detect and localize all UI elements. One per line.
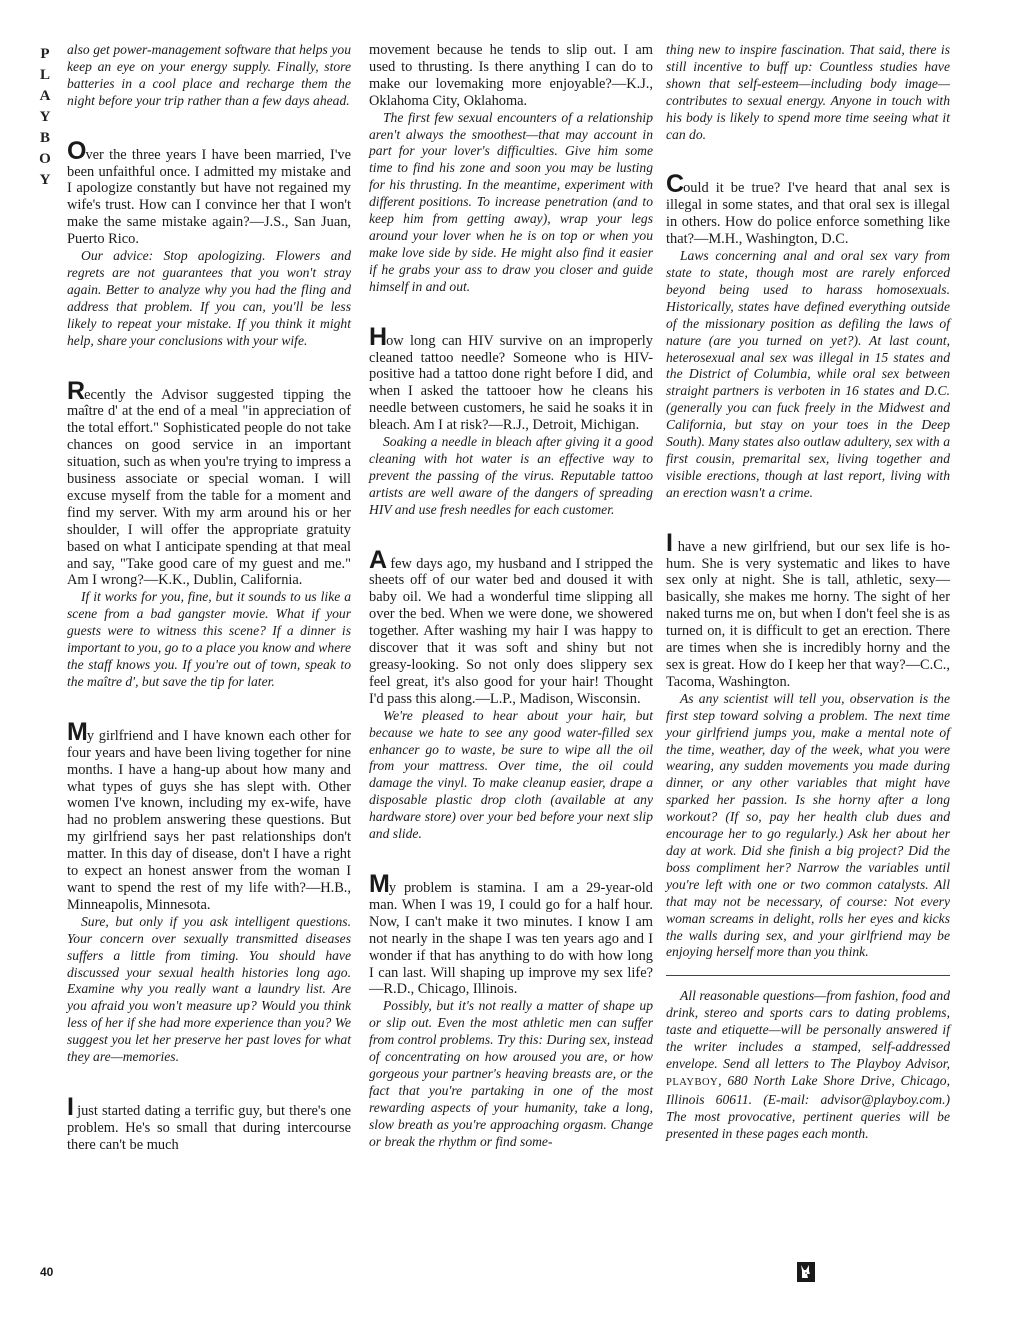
drop-cap: H bbox=[369, 322, 387, 351]
answer-text: Sure, but only if you ask intelligent questions. Your concern over sexually transmitted diseases suffers a little from timing. You should have discussed your sexual health histories long ago. Examine why you really want a laundry list. Are you afraid you won't measure up? Would you think less of her if she had more experience than you? We suggest you let her preserve her past loves for what they are—memories. bbox=[67, 913, 351, 1065]
submission-note-text: , 680 North Lake Shore Drive, Chicago, Illinois 60611. (E-mail: advisor@playboy.com.) The most provocative, pertinent queries will be presented in these pages each month. bbox=[666, 1072, 950, 1141]
question-body: few days ago, my husband and I stripped the sheets off of our water bed and doused it with baby oil. We had a wonderful time slipping all over the bed. When we were done, we showered together. After washing my hair I was happy to discover that it was soft and shiny but not greasy-looking. So not only does slippery sex feel great, it's also good for your hair! Thought I'd pass this along.—L.P., Madison, Wisconsin. bbox=[369, 555, 653, 707]
drop-cap: M bbox=[67, 717, 87, 746]
vertical-letter: A bbox=[39, 88, 51, 104]
column-1 bbox=[67, 42, 351, 1154]
submission-note-text: All reasonable questions—from fashion, food and drink, stereo and sports cars to dating problems, taste and etiquette—will be personally answered if the writer includes a stamped, self-addressed envelope. Send all letters to The Playboy Advisor, bbox=[666, 988, 950, 1071]
vertical-letter: P bbox=[40, 46, 50, 62]
question-text bbox=[666, 170, 950, 248]
question-body: ow long can HIV survive on an improperly cleaned tattoo needle? Someone who is HIV-positive had a tattoo done right before I did, and when I asked the tattooer how he cleans his needle between customers, he said he soaks it in bleach. Am I at risk?—R.J., Detroit, Michigan. bbox=[369, 332, 653, 434]
question-text bbox=[67, 717, 351, 914]
drop-cap: R bbox=[67, 376, 85, 405]
answer-text: As any scientist will tell you, observation is the first step toward solving a problem. The next time your girlfriend jumps you, make a mental note of the time, weather, day of the week, what you were wearing, any sudden movements you made during dinner, or any other variables that might have sparked her passion. Is she horny after a long workout? (If so, pay her health club dues and encourage her to go regularly.) Ask her about her day at work. Did she finish a big project? Did the boss compliment her? Narrow the variables until you're left with one or two common catalysts. All that may not be necessary, of course: Not every woman screams in delight, rolls her eyes and kicks the walls during sex, and your girlfriend may be enjoying herself more than you think. bbox=[666, 690, 950, 960]
divider bbox=[666, 975, 950, 976]
question-text: movement because he tends to slip out. I am used to thrusting. Is there anything I can do to make our lovemaking more enjoyable?—K.J., Oklahoma City, Oklahoma. bbox=[369, 42, 653, 109]
question-body: ver the three years I have been married, I've been unfaithful once. I admitted my mistake and I apologize constantly but have not regained my wife's trust. How can I convince her that I won't make the same mistake again?—J.S., San Juan, Puerto Rico. bbox=[67, 146, 351, 248]
answer-text: Our advice: Stop apologizing. Flowers and regrets are not guarantees that you won't stray again. Better to analyze why you had the fling and address that problem. If you can, you'll be less likely to repeat your mistake. If you think it might help, share your conclusions with your wife. bbox=[67, 248, 351, 348]
question-body: ecently the Advisor suggested tipping the maître d' at the end of a meal "in appreciation of the total effort." Sophisticated people do not take chances on good service in an important situation, such as when you're trying to impress a business associate or special woman. I will excuse myself from the table for a moment and find my server. With my arm around his or her shoulder, I will offer the appropriate gratuity based on what I anticipate spending at that meal and say, "Take good care of my guest and me." Am I wrong?—K.K., Dublin, California. bbox=[67, 386, 351, 589]
vertical-letter: Y bbox=[39, 172, 51, 188]
question-text bbox=[666, 528, 950, 691]
drop-cap: C bbox=[666, 170, 684, 199]
question-text bbox=[67, 136, 351, 248]
drop-cap: I bbox=[67, 1092, 73, 1121]
answer-text: Soaking a needle in bleach after giving it a good cleaning with hot water is an effective way to prevent the passing of the virus. Reputable tattoo artists are well aware of the dangers of spreading HIV and use fresh needles for each customer. bbox=[369, 434, 653, 517]
answer-text: Possibly, but it's not really a matter of shape up or slip out. Even the most athletic men can suffer from control problems. Try this: During sex, instead of concentrating on how aroused you are, or how gorgeous your partner's heaving breasts are, or the fact that you're partaking in one of the most rewarding aspects of your humanity, take a long, slow breath as you're approaching orgasm. Change or break the rhythm or find some- bbox=[369, 998, 653, 1149]
magazine-name-smallcaps: PLAYBOY bbox=[666, 1076, 719, 1088]
question-text bbox=[369, 322, 653, 434]
drop-cap: M bbox=[369, 869, 389, 898]
answer-text: We're pleased to hear about your hair, but because we hate to see any good water-filled sex enhancer go to waste, be sure to wipe all the oil from your mattress. Over time, the oil could damage the vinyl. To make cleanup easier, drape a disposable plastic drop cloth (available at any hardware store) over your bed before your next slip and slide. bbox=[369, 707, 653, 842]
question-text bbox=[67, 1092, 351, 1154]
answer-text: If it works for you, fine, but it sounds to us like a scene from a bad gangster movie. What if your guests were to witness this scene? If a dinner is important to you, go to a place you know and where the staff knows you. If you're out of town, speak to the maître d', but save the tip for later. bbox=[67, 589, 351, 689]
submission-note bbox=[666, 988, 950, 1142]
question-body: have a new girlfriend, but our sex life is ho-hum. She is very systematic and likes to have sex only at night. She is tall, athletic, sexy—basically, she makes me horny. The sight of her naked turns me on, but when I don't feel she is as turned on, it is difficult to get an erection. There are times when she is incredibly horny and the sex is great. How do I keep her that way?—C.C., Tacoma, Washington. bbox=[666, 538, 950, 690]
vertical-letter: B bbox=[39, 130, 50, 146]
question-body: y problem is stamina. I am a 29-year-old man. When I was 19, I could go for a half hour. Now, I can't make it two minutes. I know I am not nearly in the shape I was ten years ago and I wonder if that has anything to do with how long I can last. Will shaping up improve my sex life?—R.D., Chicago, Illinois. bbox=[369, 879, 653, 998]
question-body: just started dating a terrific guy, but there's one problem. He's so small that during intercourse there can't be much bbox=[67, 1102, 351, 1153]
answer-text: Laws concerning anal and oral sex vary from state to state, though most are rarely enforced beyond being used to harass homosexuals. Historically, states have defined everything outside of the missionary position as defiling the laws of nature (are you turned on yet?). At last count, heterosexual anal sex was illegal in 15 states and the District of Columbia, while oral sex between straight partners is verboten in 16 states and D.C. (generally you can fuck freely in the Midwest and California, but stay on your toes in the Deep South). Many states also outlaw adultery, sex with a first cousin, premarital sex, living together and visible erections, though at last report, living with an erection wasn't a crime. bbox=[666, 248, 950, 500]
answer-text: thing new to inspire fascination. That said, there is still incentive to buff up: Countless studies have shown that self-esteem—including body image—contributes to sexual energy. Anyone in touch with his body is likely to spend more time seeing what it can do. bbox=[666, 42, 950, 142]
question-body: ould it be true? I've heard that anal sex is illegal in some states, and that oral sex is illegal in others. How do police enforce something like that?—M.H., Washington, D.C. bbox=[666, 180, 950, 248]
question-text bbox=[67, 376, 351, 590]
question-text bbox=[369, 545, 653, 708]
drop-cap: I bbox=[666, 528, 672, 557]
column-3 bbox=[666, 42, 950, 1142]
rabbit-head-logo-icon bbox=[797, 1262, 815, 1282]
page-number: 40 bbox=[40, 1265, 54, 1279]
question-text bbox=[369, 869, 653, 998]
magazine-vertical-title bbox=[30, 44, 60, 191]
drop-cap: A bbox=[369, 545, 387, 574]
question-body: y girlfriend and I have known each other for four years and have been living together for nine months. I have a hang-up about how many and what types of guys she has slept with. Other women I've known, including my ex-wife, have had no problem answering these questions. But my girlfriend says her past relationships don't matter. In this day of disease, don't I have a right to expect an honest answer from the woman I want to spend the rest of my life with?—H.B., Minneapolis, Minnesota. bbox=[67, 727, 351, 913]
column-2 bbox=[369, 42, 653, 1150]
vertical-letter: L bbox=[39, 67, 50, 83]
vertical-letter: O bbox=[39, 151, 51, 167]
drop-cap: O bbox=[67, 136, 86, 165]
answer-text: also get power-management software that helps you keep an eye on your energy supply. Finally, store batteries in a cool place and recharge them the night before your trip rather than a few days ahead. bbox=[67, 42, 351, 108]
vertical-letter: Y bbox=[39, 109, 51, 125]
answer-text: The first few sexual encounters of a relationship aren't always the smoothest—that may account in part for your lover's difficulties. Give him some time to find his zone and soon you may be lusting for his thrusting. In the meantime, experiment with different positions. To increase penetration (and to keep him from getting away), wrap your legs around your lover when he is on top or when you make love side by side. He might also find it easier if he grabs your ass to draw you closer and guide himself in and out. bbox=[369, 109, 653, 294]
